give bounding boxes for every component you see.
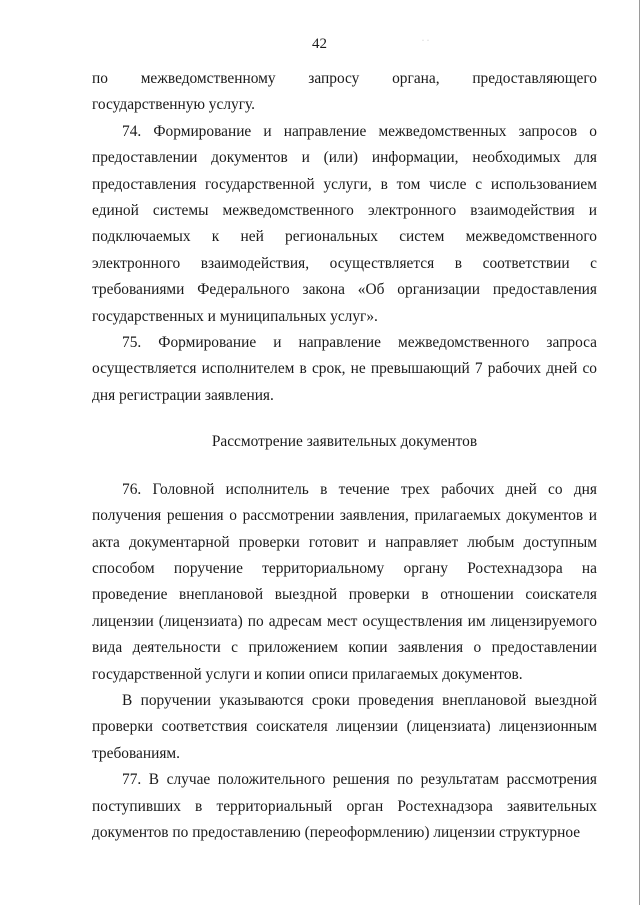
page-number: 42 (312, 36, 327, 52)
paragraph-77: 77. В случае положительного решения по результатам рассмотрения поступивших в территориальный орган Ростехнадзора заявительных документов по предоставлению (переоформлению) лицензии структурное (92, 771, 597, 841)
paragraph-continuation: по межведомственному запросу органа, предоставляющего государственную услугу. (92, 70, 597, 114)
paragraph-instruction: В поручении указываются сроки проведения внеплановой выездной проверки соответствия соискателя лицензии (лицензиата) лицензионным требованиям. (92, 691, 597, 762)
document-body (92, 66, 597, 846)
scan-specks: · · (422, 38, 429, 44)
paragraph-74: 74. Формирование и направление межведомственных запросов о предоставлении документов и (или) информации, необходимых для предоставления государственной услуги, в том числе с использованием единой системы межведомственного электронного взаимодействия и подключаемых к ней региональных систем межведомственного электронного взаимодействия, осуществляется в соответствии с требованиями Федерального закона «Об организации предоставления государственных и муниципальных услуг». (92, 122, 597, 325)
section-heading: Рассмотрение заявительных документов (211, 433, 478, 451)
paragraph-75: 75. Формирование и направление межведомственного запроса осуществляется исполнителем в срок, не превышающий 7 рабочих дней со дня регистрации заявления. (92, 334, 597, 404)
paragraph-76: 76. Головной исполнитель в течение трех рабочих дней со дня получения решения о рассмотрении заявления, прилагаемых документов и акта документарной проверки готовит и направляет любым доступным способом поручение территориальному органу Ростехнадзора на проведение внеплановой выездной проверки в отношении соискателя лицензии (лицензиата) по адресам мест осуществления им лицензируемого вида деятельности с приложением копии заявления о предоставлении государственной услуги и копии описи прилагаемых документов. (92, 480, 597, 683)
